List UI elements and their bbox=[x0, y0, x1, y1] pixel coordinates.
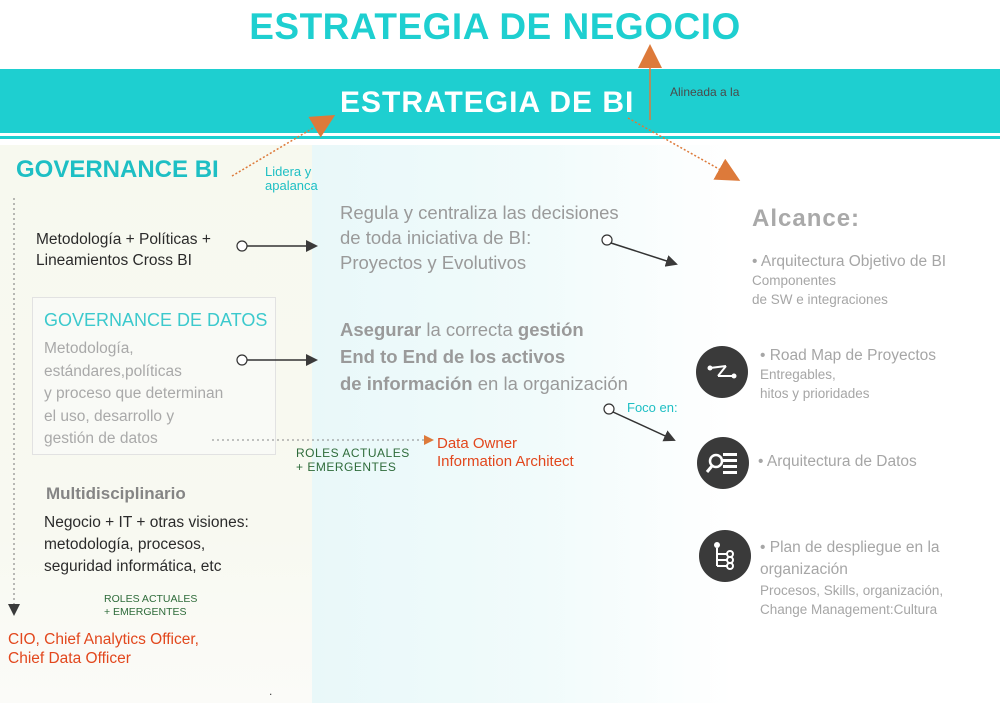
alcance-item-4-title-2: organización bbox=[760, 561, 848, 578]
connector-dot-2 bbox=[237, 355, 247, 365]
cio-line-1: CIO, Chief Analytics Officer, bbox=[8, 631, 199, 648]
alcance-item-2-sub-1: Entregables, bbox=[760, 367, 836, 382]
asegurar-normal-2: en la organización bbox=[472, 373, 628, 394]
arrow-to-alcance bbox=[628, 118, 735, 178]
alcance-item-4-title-1: • Plan de despliegue en la bbox=[760, 539, 940, 556]
alcance-item-3-title: • Arquitectura de Datos bbox=[758, 453, 917, 470]
data-owner-line-2: Information Architect bbox=[437, 453, 574, 470]
lidera-line-1: Lidera y bbox=[265, 164, 312, 179]
regula-line-1: Regula y centraliza las decisiones bbox=[340, 202, 619, 223]
roles-line-2: + EMERGENTES bbox=[296, 459, 397, 474]
multidisciplinario-title: Multidisciplinario bbox=[46, 484, 186, 503]
gd-line-2: estándares,políticas bbox=[44, 362, 182, 380]
gd-line-1: Metodología, bbox=[44, 340, 134, 357]
asegurar-bold-1: Asegurar bbox=[340, 319, 422, 340]
multi-line-1: Negocio + IT + otras visiones: bbox=[44, 514, 249, 531]
regula-line-2: de toda iniciativa de BI: bbox=[340, 227, 532, 248]
asegurar-bold-3: End to End de los activos bbox=[340, 346, 566, 367]
aligned-label: Alineada a la bbox=[670, 85, 740, 99]
connector-dot-1 bbox=[237, 241, 247, 251]
arrow-lidera bbox=[232, 118, 330, 176]
alcance-item-1-title: • Arquitectura Objetivo de BI bbox=[752, 253, 947, 270]
alcance-item-1-sub-1: Componentes bbox=[752, 273, 837, 288]
gd-line-3: y proceso que determinan bbox=[44, 385, 224, 402]
connector-dot-4 bbox=[604, 404, 614, 414]
governance-bi-title: GOVERNANCE BI bbox=[16, 156, 219, 183]
alcance-item-2-sub-2: hitos y prioridades bbox=[760, 386, 870, 401]
cio-line-2: Chief Data Officer bbox=[8, 650, 131, 667]
asegurar-normal-1: la correcta bbox=[421, 319, 518, 340]
gd-line-4: el uso, desarrollo y bbox=[44, 407, 175, 425]
alcance-item-4-sub-1: Procesos, Skills, organización, bbox=[760, 583, 944, 598]
governance-datos-title: GOVERNANCE DE DATOS bbox=[44, 310, 268, 330]
alcance-item-2-title: • Road Map de Proyectos bbox=[760, 347, 937, 364]
gd-line-5: gestión de datos bbox=[44, 430, 158, 447]
lidera-line-2: apalanca bbox=[265, 178, 318, 193]
methodology-line-1: Metodología + Políticas + bbox=[36, 231, 211, 248]
asegurar-bold-4: de información bbox=[340, 373, 473, 394]
bi-strategy-title: ESTRATEGIA DE BI bbox=[340, 86, 635, 119]
roles2-line-2: + EMERGENTES bbox=[104, 605, 187, 618]
methodology-line-2: Lineamientos Cross BI bbox=[36, 252, 192, 269]
alcance-item-4-sub-2: Change Management:Cultura bbox=[760, 602, 938, 617]
arrow-foco bbox=[613, 412, 674, 440]
foco-label: Foco en: bbox=[627, 400, 678, 415]
asegurar-bold-2: gestión bbox=[517, 319, 584, 340]
multi-line-2: metodología, procesos, bbox=[44, 536, 206, 553]
roles2-line-1: ROLES ACTUALES bbox=[104, 593, 198, 605]
connector-dot-3 bbox=[602, 235, 612, 245]
end-dot: . bbox=[269, 684, 273, 698]
alcance-title: Alcance: bbox=[752, 205, 861, 232]
arrow-regula-alcance bbox=[611, 243, 676, 264]
roles-line-1: ROLES ACTUALES bbox=[296, 446, 410, 460]
alcance-item-1-sub-2: de SW e integraciones bbox=[752, 292, 888, 307]
business-strategy-title: ESTRATEGIA DE NEGOCIO bbox=[249, 6, 741, 47]
multi-line-3: seguridad informática, etc bbox=[44, 558, 222, 575]
data-owner-line-1: Data Owner bbox=[437, 435, 518, 452]
regula-line-3: Proyectos y Evolutivos bbox=[340, 252, 527, 273]
